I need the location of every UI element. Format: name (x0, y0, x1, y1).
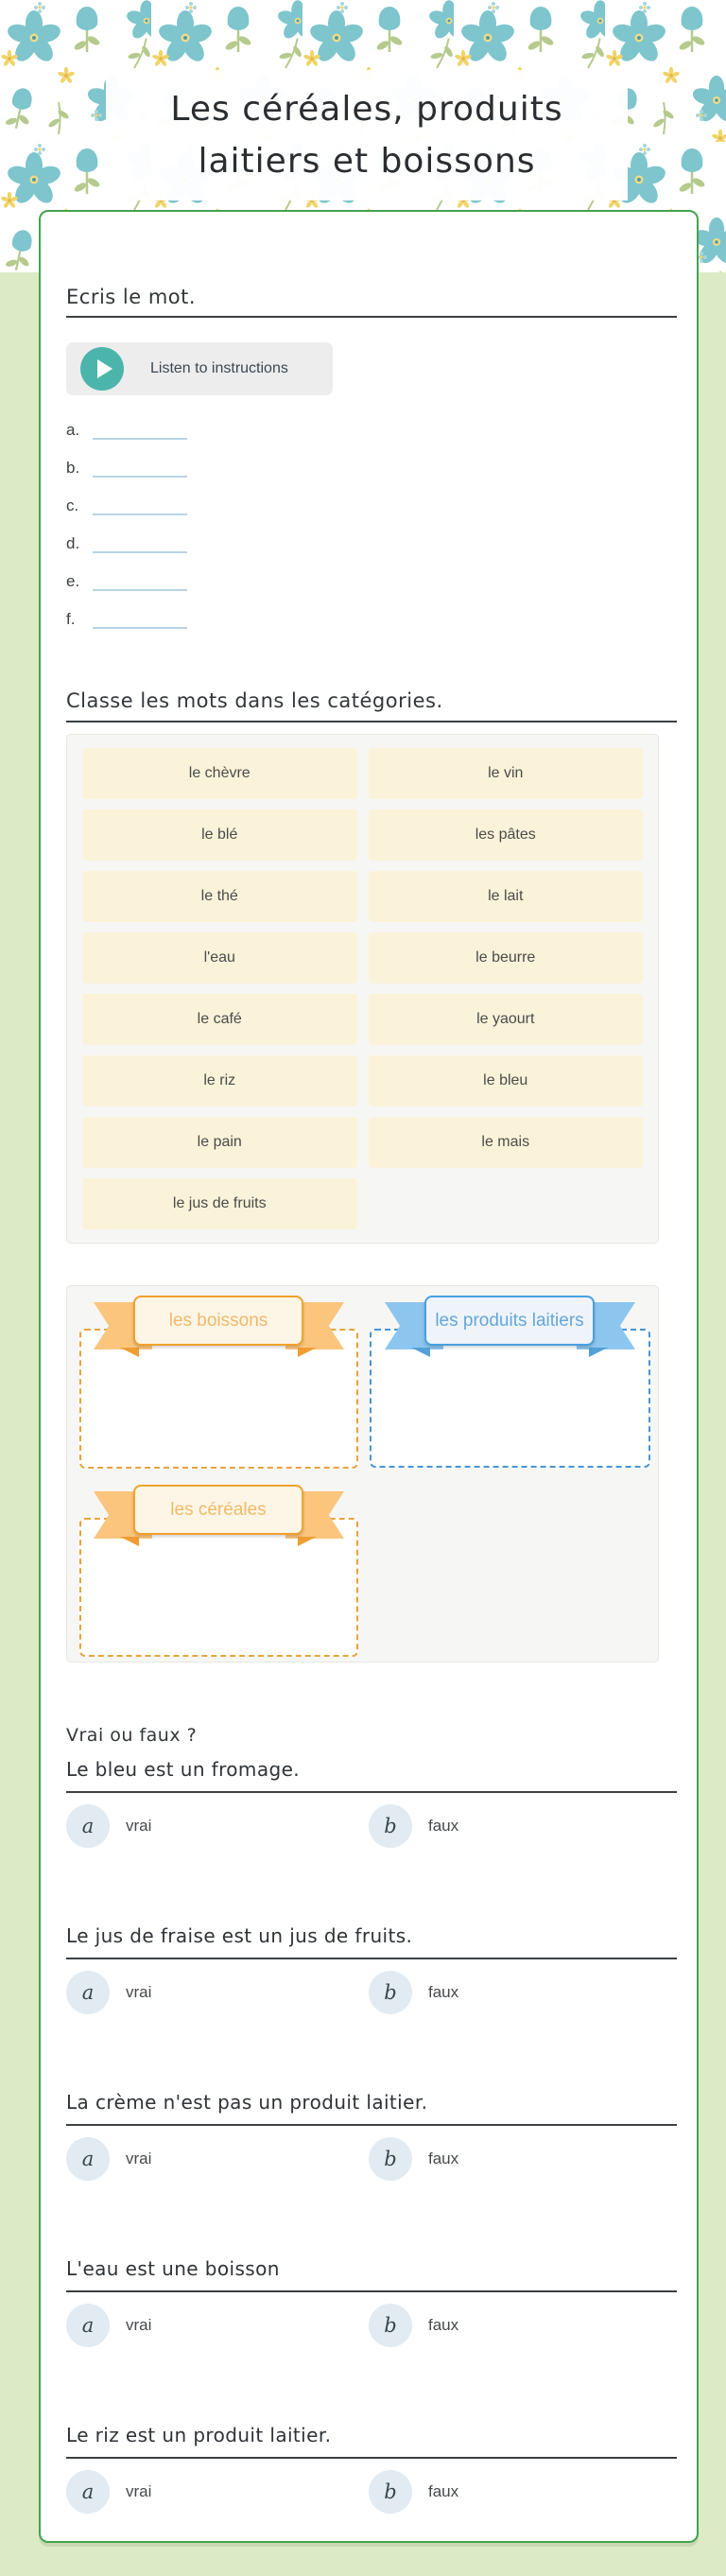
question-block-3 (66, 2090, 677, 2181)
question-block-1 (66, 1757, 677, 1848)
word-chip[interactable]: le lait (369, 871, 644, 922)
dropzone-les-cereales[interactable] (79, 1518, 358, 1657)
listen-to-instructions-button[interactable] (66, 342, 333, 395)
word-chip[interactable]: l'eau (82, 932, 357, 983)
word-chip[interactable]: le mais (369, 1117, 644, 1168)
option-faux[interactable] (369, 2137, 671, 2181)
blank-letter: d. (66, 534, 80, 552)
option-faux[interactable] (369, 2304, 671, 2347)
option-a-badge[interactable]: a (66, 2304, 110, 2347)
option-a-badge[interactable]: a (66, 1804, 110, 1848)
answer-blank-c[interactable] (93, 493, 187, 515)
option-b-label: faux (428, 1817, 459, 1835)
play-triangle-icon (97, 359, 112, 378)
category-banner-les-cereales: les céréales (133, 1485, 303, 1535)
question-block-2 (66, 1923, 677, 2014)
word-chip[interactable]: le yaourt (369, 994, 644, 1045)
section-divider (66, 316, 677, 318)
word-chip[interactable]: le vin (369, 748, 644, 799)
question-divider (66, 2290, 677, 2292)
question-divider (66, 1791, 677, 1793)
option-faux[interactable] (369, 1971, 671, 2014)
blank-row (66, 527, 677, 553)
category-dropzones (66, 1285, 659, 1662)
answer-blank-e[interactable] (93, 568, 187, 591)
option-b-label: faux (428, 1983, 459, 2001)
dropzone-les-boissons[interactable] (79, 1329, 358, 1469)
word-chip[interactable]: le bleu (369, 1055, 644, 1106)
option-vrai[interactable] (66, 1971, 369, 2014)
blank-row (66, 565, 677, 591)
option-a-badge[interactable]: a (66, 1971, 110, 2014)
question-options (66, 2470, 677, 2514)
question-text: Le jus de fraise est un jus de fruits. (66, 1924, 413, 1947)
question-text: Le bleu est un fromage. (66, 1758, 301, 1781)
answer-blank-d[interactable] (93, 531, 187, 553)
option-b-badge[interactable]: b (369, 2470, 412, 2514)
blank-row (66, 489, 677, 515)
word-chip[interactable]: le riz (82, 1055, 357, 1106)
listen-button-label: Listen to instructions (150, 360, 288, 376)
section-divider (66, 721, 677, 722)
option-a-label: vrai (126, 1983, 152, 2001)
option-a-label: vrai (126, 2482, 152, 2500)
word-chip[interactable]: le pain (82, 1117, 357, 1168)
blank-letter: a. (66, 421, 80, 439)
option-faux[interactable] (369, 2470, 671, 2514)
word-chip[interactable]: le blé (82, 809, 357, 861)
worksheet-card (39, 210, 699, 2543)
option-a-label: vrai (126, 1817, 152, 1835)
option-a-label: vrai (126, 2150, 152, 2167)
question-divider (66, 2124, 677, 2126)
question-block-5 (66, 2423, 677, 2514)
answer-blank-a[interactable] (93, 417, 187, 440)
question-options (66, 2137, 677, 2181)
option-b-label: faux (428, 2150, 459, 2167)
option-b-badge[interactable]: b (369, 2304, 412, 2347)
question-options (66, 1804, 677, 1848)
word-chip[interactable]: le thé (82, 871, 357, 922)
answer-blank-b[interactable] (93, 455, 187, 478)
category-banner-les-boissons: les boissons (133, 1296, 303, 1346)
word-chip[interactable]: le beurre (369, 932, 644, 983)
option-b-badge[interactable]: b (369, 2137, 412, 2181)
section-heading-vrai-faux: Vrai ou faux ? (66, 1725, 198, 1746)
option-a-label: vrai (126, 2316, 152, 2334)
blank-row (66, 413, 677, 440)
question-options (66, 1971, 677, 2014)
option-a-badge[interactable]: a (66, 2137, 110, 2181)
section-heading-classe: Classe les mots dans les catégories. (66, 689, 443, 712)
blank-row (66, 451, 677, 478)
option-vrai[interactable] (66, 2304, 369, 2347)
question-divider (66, 2457, 677, 2459)
option-vrai[interactable] (66, 1804, 369, 1848)
option-b-badge[interactable]: b (369, 1804, 412, 1848)
option-a-badge[interactable]: a (66, 2470, 110, 2514)
blank-letter: c. (66, 496, 79, 514)
blank-letter: f. (66, 610, 76, 628)
word-chip[interactable]: le chèvre (82, 748, 357, 799)
option-faux[interactable] (369, 1804, 671, 1848)
section-heading-ecris: Ecris le mot. (66, 286, 197, 308)
worksheet-title (106, 70, 628, 200)
word-chip[interactable]: les pâtes (369, 809, 644, 861)
title-line-2: laitiers et boissons (198, 142, 536, 181)
option-b-label: faux (428, 2316, 459, 2334)
word-chip[interactable]: le café (82, 994, 357, 1045)
question-text: La crème n'est pas un produit laitier. (66, 2091, 428, 2114)
title-line-1: Les céréales, produits (170, 90, 563, 129)
blank-row (66, 602, 677, 629)
question-text: Le riz est un produit laitier. (66, 2424, 332, 2446)
blank-letter: e. (66, 572, 80, 590)
option-b-label: faux (428, 2482, 459, 2500)
word-chip[interactable]: le jus de fruits (82, 1178, 357, 1229)
dropzone-les-produits-laitiers[interactable] (370, 1329, 650, 1468)
audio-play-icon[interactable] (80, 347, 124, 391)
answer-blank-f[interactable] (93, 606, 187, 629)
option-b-badge[interactable]: b (369, 1971, 412, 2014)
question-text: L'eau est une boisson (66, 2257, 280, 2280)
blank-letter: b. (66, 459, 80, 477)
question-divider (66, 1958, 677, 1959)
category-banner-les-produits-laitiers: les produits laitiers (424, 1296, 595, 1346)
option-vrai[interactable] (66, 2137, 369, 2181)
word-bank (66, 734, 659, 1244)
question-options (66, 2304, 677, 2347)
write-the-word-list (66, 413, 677, 629)
option-vrai[interactable] (66, 2470, 369, 2514)
question-block-4 (66, 2256, 677, 2347)
